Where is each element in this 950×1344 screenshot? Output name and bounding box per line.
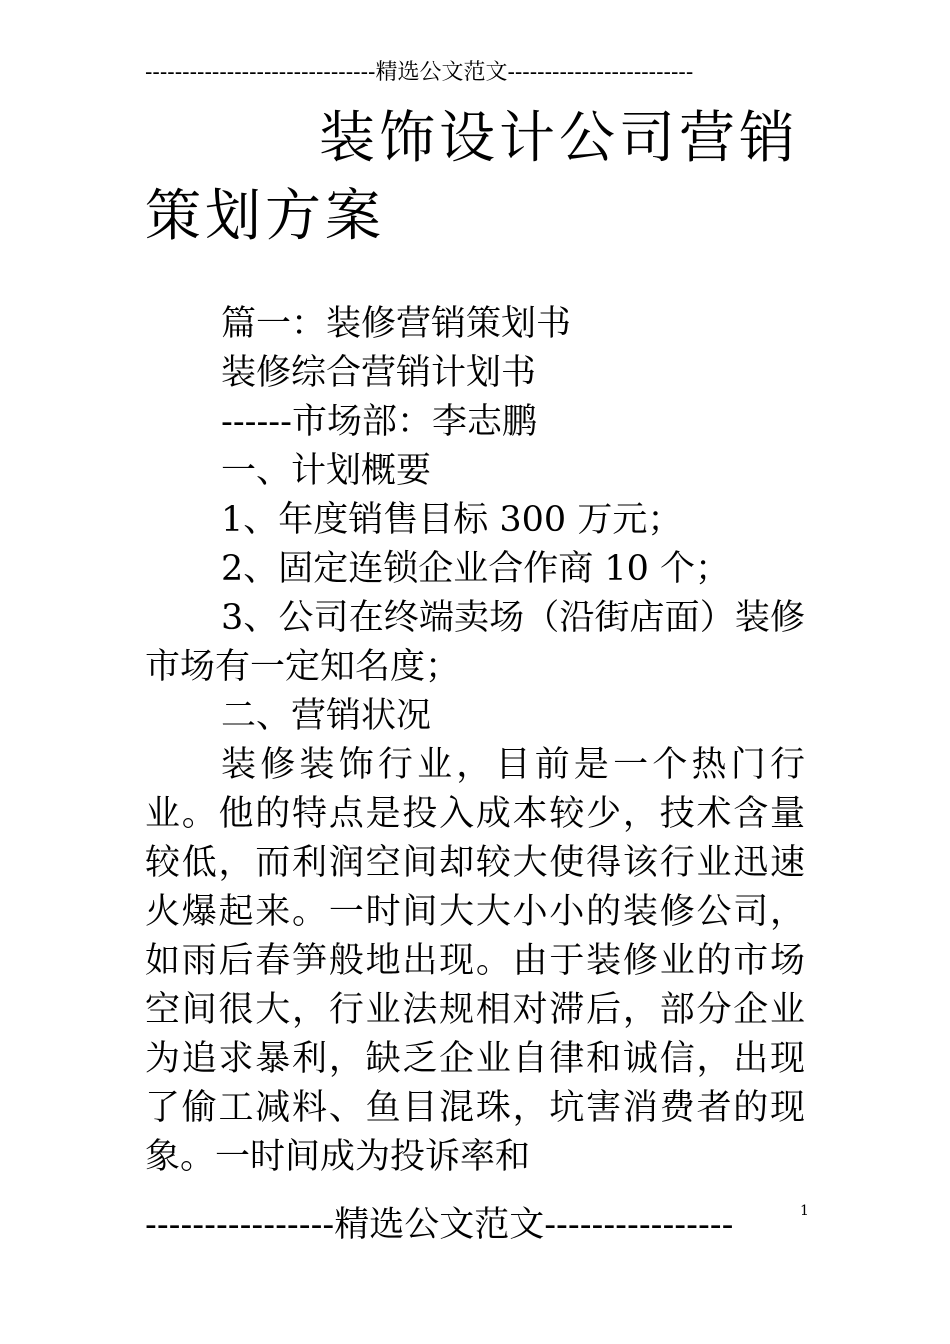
paragraph: 一、计划概要 xyxy=(221,451,432,491)
paragraph: 2、固定连锁企业合作商 10 个； xyxy=(221,549,731,589)
paragraph: 1、年度销售目标 300 万元； xyxy=(221,500,683,540)
page-number: 1 xyxy=(800,1203,809,1219)
page-header: -------------------------------精选公文范文------------------------- xyxy=(145,60,694,85)
paragraph: 装修装饰行业，目前是一个热门行业。他的特点是投入成本较少，技术含量较低，而利润空间却较大使得该行业迅速火爆起来。一时间大大小小的装修公司，如雨后春笋般地出现。由于装修业的市场空间很大，行业法规相对滞后，部分企业为追求暴利，缺乏企业自律和诚信，出现了偷工减料、鱼目混珠，坑害消费者的现象。一时间成为投诉率和 xyxy=(145,745,805,1177)
paragraph: 篇一：装修营销策划书 xyxy=(221,304,572,344)
title-line-2: 策划方案 xyxy=(145,184,385,249)
paragraph: 二、营销状况 xyxy=(221,696,432,736)
paragraph: 3、公司在终端卖场（沿街店面）装修市场有一定知名度； xyxy=(145,598,805,687)
paragraph: 装修综合营销计划书 xyxy=(221,353,537,393)
page-footer: ----------------精选公文范文---------------- xyxy=(145,1205,734,1245)
document-title xyxy=(145,100,805,256)
title-line-1: 装饰设计公司营销 xyxy=(319,106,799,171)
document-body xyxy=(145,300,805,1182)
paragraph: ------市场部：李志鹏 xyxy=(221,402,537,442)
